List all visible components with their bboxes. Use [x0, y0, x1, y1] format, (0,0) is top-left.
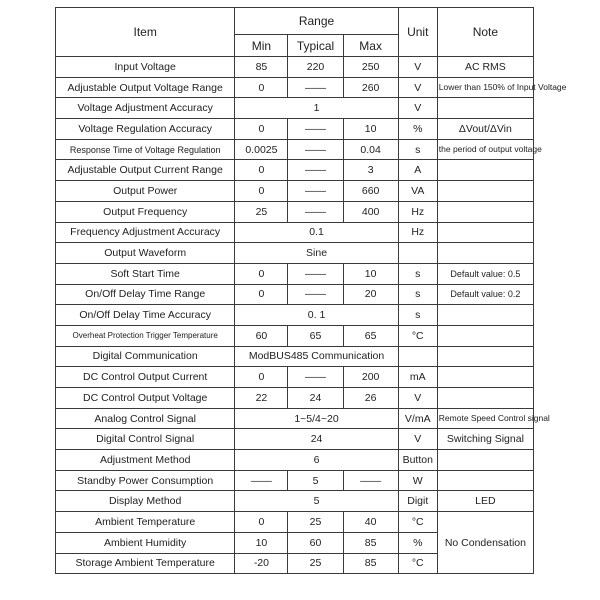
max-cell: ——	[343, 470, 398, 491]
header-row	[56, 8, 534, 35]
note-cell	[437, 450, 533, 471]
max-cell: 40	[343, 512, 398, 533]
unit-cell: Hz	[398, 201, 437, 222]
max-cell: 3	[343, 160, 398, 181]
typical-cell: 5	[288, 470, 343, 491]
note-cell: Lower than 150% of Input Voltage	[437, 77, 533, 98]
table-row	[56, 119, 534, 140]
unit-cell	[398, 243, 437, 264]
max-cell: 20	[343, 284, 398, 305]
unit-cell: V	[398, 77, 437, 98]
item-cell: Soft Start Time	[56, 263, 235, 284]
note-cell	[437, 346, 533, 367]
min-cell: 0	[235, 119, 288, 140]
unit-cell: s	[398, 284, 437, 305]
table-row	[56, 160, 534, 181]
unit-cell: V	[398, 98, 437, 119]
min-cell: -20	[235, 553, 288, 574]
table-row	[56, 57, 534, 78]
min-cell: 0	[235, 181, 288, 202]
item-cell: Response Time of Voltage Regulation	[56, 139, 235, 160]
min-cell: 0	[235, 160, 288, 181]
typical-cell: ——	[288, 119, 343, 140]
unit-cell: VA	[398, 181, 437, 202]
typical-cell: ——	[288, 201, 343, 222]
table-row	[56, 263, 534, 284]
max-cell: 65	[343, 325, 398, 346]
typical-cell: ——	[288, 160, 343, 181]
item-cell: Input Voltage	[56, 57, 235, 78]
note-cell	[437, 305, 533, 326]
typical-cell: 25	[288, 553, 343, 574]
table-row	[56, 181, 534, 202]
range-value-cell: 0.1	[235, 222, 398, 243]
typical-cell: 220	[288, 57, 343, 78]
table-row	[56, 429, 534, 450]
max-cell: 0.04	[343, 139, 398, 160]
max-cell: 250	[343, 57, 398, 78]
item-cell: Ambient Temperature	[56, 512, 235, 533]
item-cell: Adjustable Output Current Range	[56, 160, 235, 181]
unit-cell: V/mA	[398, 408, 437, 429]
min-cell: 85	[235, 57, 288, 78]
min-cell: 0	[235, 263, 288, 284]
unit-cell: mA	[398, 367, 437, 388]
note-cell	[437, 222, 533, 243]
range-value-cell: Sine	[235, 243, 398, 264]
unit-cell: s	[398, 305, 437, 326]
header-unit: Unit	[398, 8, 437, 57]
header-range: Range	[235, 8, 398, 35]
typical-cell: ——	[288, 181, 343, 202]
unit-cell: s	[398, 139, 437, 160]
unit-cell: Hz	[398, 222, 437, 243]
min-cell: 60	[235, 325, 288, 346]
note-cell	[437, 470, 533, 491]
item-cell: Voltage Adjustment Accuracy	[56, 98, 235, 119]
note-cell	[437, 181, 533, 202]
note-cell	[437, 325, 533, 346]
table-row	[56, 491, 534, 512]
note-cell	[437, 201, 533, 222]
unit-cell: V	[398, 388, 437, 409]
note-cell: Default value: 0.5	[437, 263, 533, 284]
range-value-cell: 1~5/4~20	[235, 408, 398, 429]
max-cell: 400	[343, 201, 398, 222]
item-cell: DC Control Output Current	[56, 367, 235, 388]
max-cell: 10	[343, 119, 398, 140]
note-cell	[437, 98, 533, 119]
unit-cell: Button	[398, 450, 437, 471]
typical-cell: ——	[288, 77, 343, 98]
min-cell: 0	[235, 284, 288, 305]
item-cell: DC Control Output Voltage	[56, 388, 235, 409]
min-cell: ——	[235, 470, 288, 491]
item-cell: Adjustable Output Voltage Range	[56, 77, 235, 98]
item-cell: Output Waveform	[56, 243, 235, 264]
unit-cell: W	[398, 470, 437, 491]
unit-cell: V	[398, 57, 437, 78]
unit-cell: s	[398, 263, 437, 284]
note-cell: the period of output voltage	[437, 139, 533, 160]
item-cell: Adjustment Method	[56, 450, 235, 471]
range-value-cell: 0. 1	[235, 305, 398, 326]
header-min: Min	[235, 35, 288, 57]
header-note: Note	[437, 8, 533, 57]
table-row	[56, 243, 534, 264]
note-cell: Switching Signal	[437, 429, 533, 450]
min-cell: 0	[235, 77, 288, 98]
item-cell: Storage Ambient Temperature	[56, 553, 235, 574]
range-value-cell: 6	[235, 450, 398, 471]
header-typical: Typical	[288, 35, 343, 57]
item-cell: Digital Communication	[56, 346, 235, 367]
max-cell: 660	[343, 181, 398, 202]
table-row	[56, 325, 534, 346]
typical-cell: ——	[288, 284, 343, 305]
item-cell: Display Method	[56, 491, 235, 512]
max-cell: 200	[343, 367, 398, 388]
unit-cell: V	[398, 429, 437, 450]
table-row	[56, 408, 534, 429]
note-cell: No Condensation	[437, 512, 533, 574]
item-cell: Frequency Adjustment Accuracy	[56, 222, 235, 243]
table-row	[56, 98, 534, 119]
typical-cell: 24	[288, 388, 343, 409]
unit-cell: A	[398, 160, 437, 181]
typical-cell: ——	[288, 139, 343, 160]
item-cell: Voltage Regulation Accuracy	[56, 119, 235, 140]
table-row	[56, 77, 534, 98]
min-cell: 0.0025	[235, 139, 288, 160]
table-row	[56, 450, 534, 471]
table-row	[56, 388, 534, 409]
table-row	[56, 139, 534, 160]
max-cell: 10	[343, 263, 398, 284]
note-cell: Remote Speed Control signal	[437, 408, 533, 429]
range-value-cell: 1	[235, 98, 398, 119]
note-cell: LED	[437, 491, 533, 512]
unit-cell: °C	[398, 512, 437, 533]
table-row	[56, 201, 534, 222]
note-cell	[437, 367, 533, 388]
unit-cell: Digit	[398, 491, 437, 512]
note-cell: Default value: 0.2	[437, 284, 533, 305]
table-row	[56, 222, 534, 243]
max-cell: 85	[343, 532, 398, 553]
max-cell: 85	[343, 553, 398, 574]
max-cell: 26	[343, 388, 398, 409]
note-cell	[437, 388, 533, 409]
typical-cell: ——	[288, 263, 343, 284]
min-cell: 22	[235, 388, 288, 409]
specification-table	[55, 7, 567, 574]
item-cell: Overheat Protection Trigger Temperature	[56, 325, 235, 346]
min-cell: 25	[235, 201, 288, 222]
note-cell	[437, 160, 533, 181]
item-cell: Standby Power Consumption	[56, 470, 235, 491]
range-value-cell: ModBUS485 Communication	[235, 346, 398, 367]
item-cell: Analog Control Signal	[56, 408, 235, 429]
min-cell: 10	[235, 532, 288, 553]
typical-cell: ——	[288, 367, 343, 388]
item-cell: Ambient Humidity	[56, 532, 235, 553]
range-value-cell: 5	[235, 491, 398, 512]
table-row	[56, 470, 534, 491]
min-cell: 0	[235, 367, 288, 388]
spec-sheet	[55, 7, 567, 580]
unit-cell: %	[398, 532, 437, 553]
note-cell	[437, 243, 533, 264]
item-cell: Output Power	[56, 181, 235, 202]
table-row	[56, 346, 534, 367]
typical-cell: 25	[288, 512, 343, 533]
item-cell: Digital Control Signal	[56, 429, 235, 450]
item-cell: On/Off Delay Time Accuracy	[56, 305, 235, 326]
typical-cell: 60	[288, 532, 343, 553]
note-cell: AC RMS	[437, 57, 533, 78]
item-cell: Output Frequency	[56, 201, 235, 222]
unit-cell: %	[398, 119, 437, 140]
range-value-cell: 24	[235, 429, 398, 450]
min-cell: 0	[235, 512, 288, 533]
table-row	[56, 284, 534, 305]
typical-cell: 65	[288, 325, 343, 346]
table-row	[56, 512, 534, 533]
note-cell: ΔVout/ΔVin	[437, 119, 533, 140]
header-item: Item	[56, 8, 235, 57]
item-cell: On/Off Delay Time Range	[56, 284, 235, 305]
table-row	[56, 305, 534, 326]
unit-cell: °C	[398, 553, 437, 574]
max-cell: 260	[343, 77, 398, 98]
table-row	[56, 367, 534, 388]
unit-cell	[398, 346, 437, 367]
unit-cell: °C	[398, 325, 437, 346]
header-max: Max	[343, 35, 398, 57]
